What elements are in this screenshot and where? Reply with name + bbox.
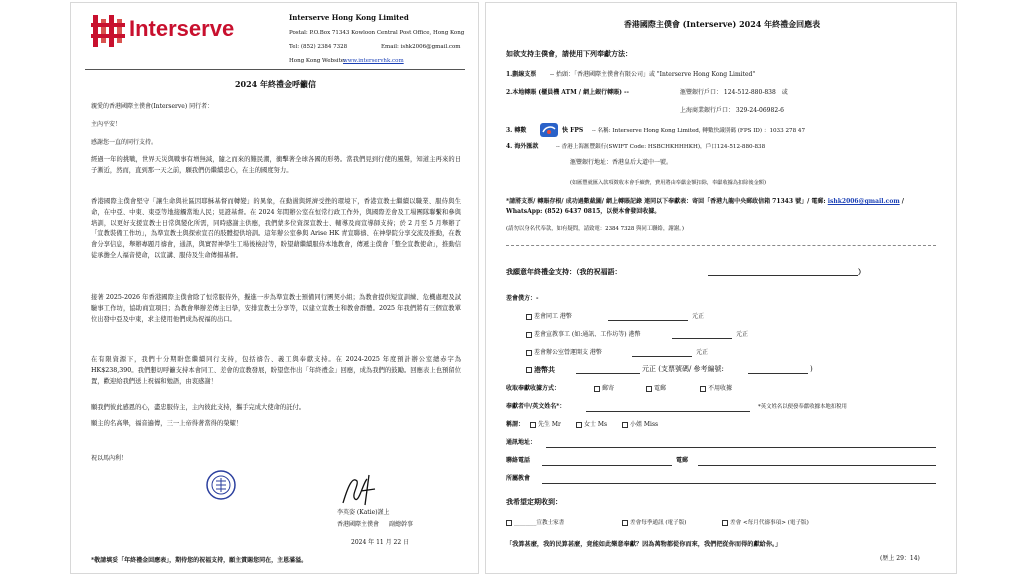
method-3-fps: 快 FPS [562,127,584,134]
method-4-text: -- 香港上海滙豐銀行(SWIFT Code: HSBCHKHHHKH)，戶口124-512-880-838 [556,144,766,150]
total-checkbox[interactable] [526,367,532,373]
header-divider [85,69,465,70]
subscribe-prayer: 差會 <每月代禱事項> (電子版) [722,519,809,527]
reference-number-line[interactable] [748,373,808,374]
option-3: 差會辦公室營運開支 港幣 [526,349,602,357]
bank-fee-note: (如匯豐就匯入款項徵收本會手續費，費用將由奉獻金額扣除，奉獻收據為扣除後金額) [570,180,766,186]
website-label: Hong Kong Website: [289,58,346,64]
option-2-unit: 元正 [736,331,749,338]
method-2-label: 2.本地轉賬 (櫃員機 ATM / 網上銀行轉賬) -- [506,89,629,96]
address-line[interactable] [546,447,936,448]
option-2-checkbox[interactable] [526,332,532,338]
donor-name-line[interactable] [586,411,750,412]
form-divider [506,245,936,246]
option-1: 差會同工 港幣 [526,313,572,321]
option-2-amount-line[interactable] [672,338,732,339]
total-unit: 元正 (支票號碼/ 參考編號: [642,365,724,373]
total-label: 港幣共 [526,365,555,374]
letter-date: 2024 年 11 月 22 日 [351,539,410,546]
wish-end: ） [858,267,865,276]
method-4-label: 4. 海外匯款 [506,143,539,150]
paragraph-6: 願主的名高舉，福音遍傳，三一上帝得著當得的榮耀！ [91,420,243,427]
paragraph-2: 香港國際主僕會堅守「讓生命與社區因耶穌基督而轉變」的異象，在動盪與經濟受挫的環境下，香港宣教士繼續以職業、服侍與生命，在中亞、中東、東亞等地接觸當地人民；見證基督。在 2024 年間辦公室在恒常行政工作外，與國際差會及工場團隊聯繫和參與培訓，以更好支援宣教士日常與變化所需，同時感謝主供應，我們蒙多位資深宣教士、輔導及商宣導師支持；於 2 月至 5 月舉辦了「宣教裝備工作坊」，為準宣教士與探索宣召的肢體提供培訓。這年辦公室參與 Arise HK 青宣聯禱、在神學院分享交流及推動，在教會分享信息，舉辦專題月禱會，通訊，與實習神學生工場後檢討等，盼望藉繼續服侍本地教會，傳遞主僕會「整全宣教使命」，推動信徒承擔全人福音使命，以宣講、服侍及生命傳揚基督。 [91,198,461,259]
website-link[interactable]: www.interservhk.com [343,58,404,64]
signer-role: 副總幹事 [389,521,414,528]
phone-line[interactable] [542,465,672,466]
total-amount-line[interactable] [576,373,640,374]
title-ms-checkbox[interactable] [576,422,582,428]
method-4-address: 滙豐銀行地址：香港皇后大道中一號。 [570,159,673,166]
method-1-label: 1.劃線支票 [506,71,537,78]
method-3-label: 3. 轉數 [506,127,527,134]
wish-label: 我願意年終禮金支持：（我的祝福語： [506,267,622,276]
title-miss: 小姐 Miss [622,421,658,429]
subscribe-quarterly-checkbox[interactable] [622,520,628,526]
bible-verse: 「我算甚麼，我的民算甚麼，竟能如此樂意奉獻？因為萬物都從你而來，我們把從你而得的獻給你。」 [506,541,782,548]
total-end: ) [810,365,813,373]
paragraph-4: 在有限資源下，我們十分期盼您繼續同行支持，包括禱告、義工與奉獻支持。在 2024-2025 年度預計辦公室總赤字為 HK$238,390。我們懇切呼籲支持本會同工、差會的宣教發展，盼望您作出「年終禮金」回應，成為我們的鼓勵。回應表上也預留位置，歡迎給我們送上祝福和勉語，由衷感謝！ [91,356,461,385]
title-mr: 先生 Mr [530,421,561,429]
option-1-amount-line[interactable] [608,320,688,321]
receipt-email-checkbox[interactable] [646,386,652,392]
signer-org: 香港國際主僕會 [337,521,380,528]
greeting: 主內平安！ [91,121,122,128]
receive-label: 我希望定期收到： [506,497,562,506]
phone-label: 聯絡電話 [506,457,531,464]
option-2: 差會宣教事工 (如:通訊、工作坊等) 港幣 [526,331,641,339]
signature-icon [339,473,379,509]
title-label: 稱謂： [506,421,525,428]
bible-verse-reference: (歷上 29：14) [880,555,920,562]
donor-name-label: 奉獻者中/英文姓名*： [506,403,566,410]
title-miss-checkbox[interactable] [622,422,628,428]
blessing-input-line[interactable] [708,275,858,276]
appeal-letter-page [70,2,479,574]
thanks-line: 感謝您一直的同行支持。 [91,139,158,146]
interserve-logo-icon [91,13,127,49]
receipt-option-email: 電郵 [646,385,666,393]
receipt-mail-checkbox[interactable] [594,386,600,392]
option-3-amount-line[interactable] [632,356,692,357]
receipt-option-none: 不用收據 [700,385,732,393]
option-1-checkbox[interactable] [526,314,532,320]
method-1-text: -- 抬頭：「香港國際主僕會有限公司」或 "Interserve Hong Kong Limited" [550,71,756,78]
donor-name-note: *英文姓名以便發奉獻收據本地扣稅用 [758,404,847,410]
logo-text: Interserve [129,16,235,41]
subscribe-quarterly: 差會每季通訊 (電子版) [622,519,687,527]
enquiry-note: (請勿以身名代奉款，如有疑問，請致電：2384 7328 與同工聯絡，謝謝。) [506,226,684,232]
paragraph-3: 接著 2025-2026 年香港國際主僕會除了恒常服侍外，擬進一步為準宣教士預備同行團契小組；為教會提供短宣訓練、危機處理及試驗事工作坊，協助商宣項目；為教會舉辦差傳主日學，安排宣教士分享等，以建立宣教士和教會群體。2025 年我們將有三個宣教單位出發中亞及中東，求主使用他們成為祝福的出口。 [91,294,461,323]
closing: 祝以馬內利！ [91,455,128,462]
email-address: Email: ishk2006@gmail.com [381,44,461,50]
postal-address: Postal: P.O.Box 71343 Kowloon Central Post Office, Hong Kong [289,30,465,36]
email-line[interactable] [698,465,936,466]
notice-email-link[interactable]: ishk2006@gmail.com [827,198,900,205]
title-mr-checkbox[interactable] [530,422,536,428]
form-intro: 如欲支持主僕會，請使用下列奉獻方法： [506,49,632,58]
subscribe-newsletter-checkbox[interactable] [506,520,512,526]
method-2-bank-2: 上海商業銀行戶口： 329-24-06982-6 [680,107,784,114]
church-label: 所屬教會 [506,475,531,482]
letter-footnote: *敬請填妥「年終禮金回應表」，期待您的祝福支持，願主賞賜您同在，主恩滿溢。 [91,557,308,564]
receipt-none-checkbox[interactable] [700,386,706,392]
fps-logo-icon [540,123,558,137]
telephone: Tel: (852) 2384 7328 [289,44,348,50]
org-name: Interserve Hong Kong Limited [289,13,409,22]
mailing-notice: *請將支票/ 轉賬存根/ 成功過數截圖/ 網上轉賬記錄 連同以下奉獻表：寄回「香港九龍中央郵政信箱 71343 號」/ 電郵: ishk2006@gmail.com / WhatsApp: (852) 6437 0815，以便本會發回收據。 [506,198,904,215]
email-label: 電郵 [676,457,689,464]
letter-title: 2024 年終禮金呼籲信 [234,79,317,89]
response-form-page [485,2,957,574]
method-3-text: -- 名稱: Interserve Hong Kong Limited, 轉數快識別碼 (FPS ID) ：1033 278 47 [592,128,806,134]
paragraph-5: 願我們彼此感恩的心，盡忠服侍主，主內彼此支持，攜手完成大使命的託付。 [91,404,306,411]
receipt-label: 收取奉獻收據方式： [506,385,561,392]
church-line[interactable] [542,483,936,484]
seal-stamp-icon [205,469,237,501]
salutation: 親愛的香港國際主僕會(Interserve) 同行者： [91,103,214,110]
receipt-option-mail: 郵寄 [594,385,614,393]
title-ms: 女士 Ms [576,421,607,429]
option-1-unit: 元正 [692,313,705,320]
signer-name: 李英姿 (Katie)謹上 [337,509,390,516]
method-2-bank-1: 滙豐銀行戶口： 124-512-880-838 或 [680,89,788,96]
subscribe-prayer-checkbox[interactable] [722,520,728,526]
form-title: 香港國際主僕會 (Interserve) 2024 年終禮金回應表 [623,19,821,29]
address-label: 通訊地址： [506,439,537,446]
option-3-unit: 元正 [696,349,709,356]
option-3-checkbox[interactable] [526,350,532,356]
paragraph-1: 經過一年的挑戰，世界天災與戰事有增無減，隨之而來的難民潮，衝擊著全球各國的形勢。當我們見到行使的風聲，知道主再來的日子漸近，然而，直到那一天之前，願我們仍繼續忠心，在主的國度努力。 [91,156,461,174]
bless-label: 差會僕方：- [506,295,539,302]
subscribe-newsletter: ________宣教士家書 [506,519,564,527]
